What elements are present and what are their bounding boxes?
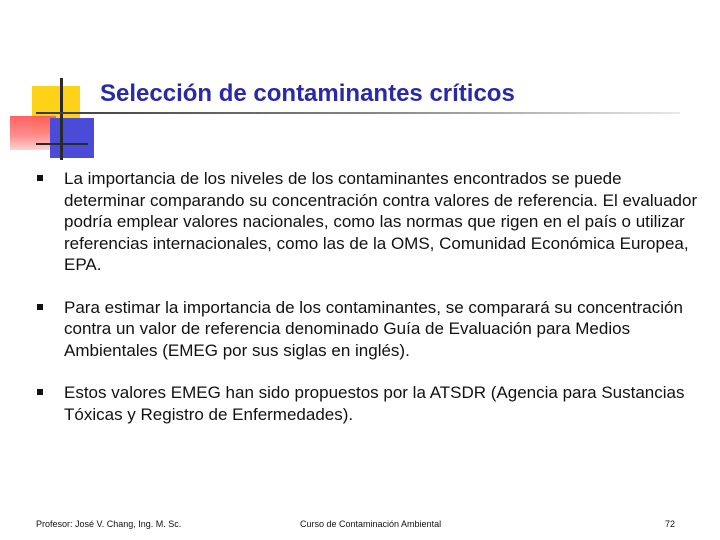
decorative-blue-square	[50, 118, 94, 158]
bullet-item	[36, 297, 700, 362]
bullet-text: Estos valores EMEG han sido propuestos por la ATSDR (Agencia para Sustancias Tóxicas y Registro de Enfermedades).	[64, 383, 685, 424]
bullet-text: La importancia de los niveles de los contaminantes encontrados se puede determinar comparando su concentración contra valores de referencia. El evaluador podría emplear valores nacionales, como las normas que rigen en el país o utilizar referencias internacionales, como las de la OMS, Comunidad Económica Europea, EPA.	[64, 169, 698, 274]
footer-page-number: 72	[665, 519, 676, 529]
slide-title: Selección de contaminantes críticos	[100, 80, 515, 107]
title-underline	[36, 112, 680, 114]
square-bullet-icon	[37, 389, 43, 395]
decorative-horizontal-line	[36, 143, 88, 145]
bullet-item	[36, 168, 700, 276]
decorative-vertical-line	[60, 78, 63, 160]
bullet-item	[36, 382, 700, 425]
bullet-list	[36, 168, 700, 446]
bullet-text: Para estimar la importancia de los contaminantes, se comparará su concentración contra un valor de referencia denominado Guía de Evaluación para Medios Ambientales (EMEG por sus siglas en inglés).	[64, 297, 683, 360]
footer-author: Profesor: José V. Chang, Ing. M. Sc.	[36, 519, 182, 529]
square-bullet-icon	[37, 175, 43, 181]
square-bullet-icon	[37, 304, 43, 310]
footer-course: Curso de Contaminación Ambiental	[300, 519, 442, 529]
